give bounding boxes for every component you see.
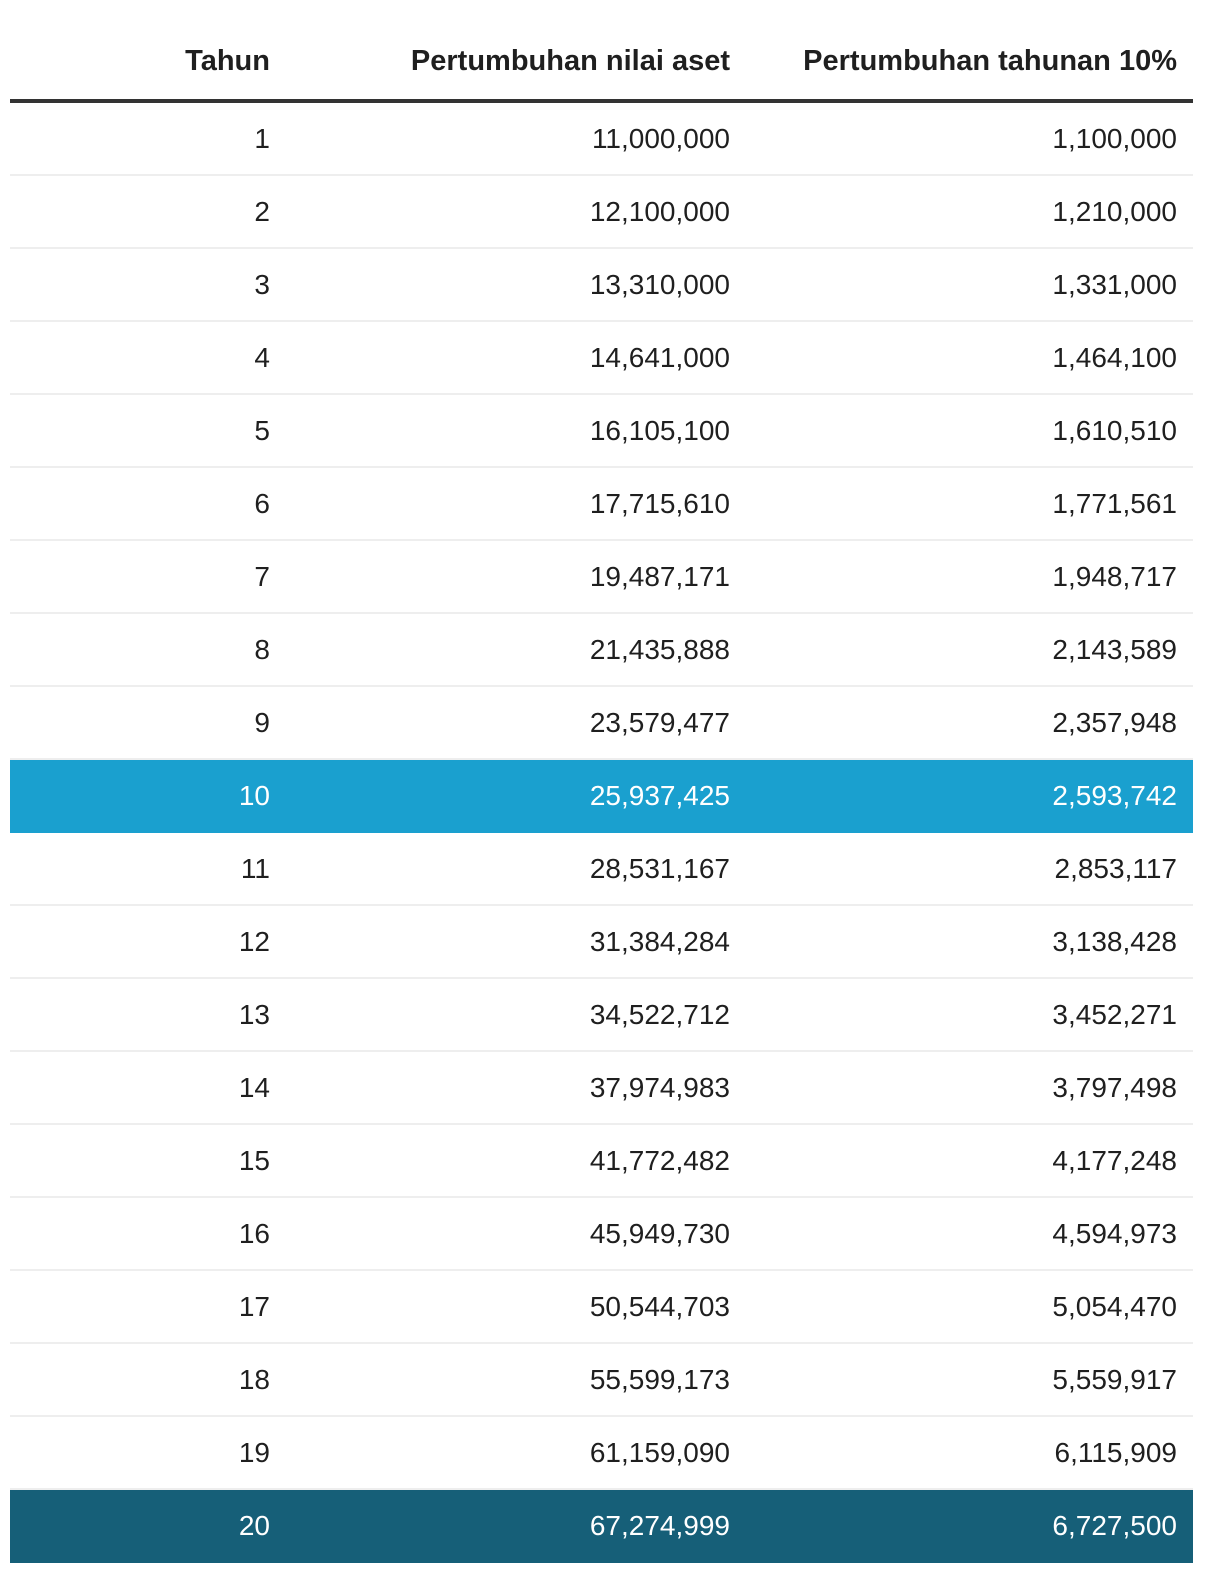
table-row bbox=[10, 905, 1193, 978]
cell-annual-growth: 2,853,117 bbox=[730, 832, 1193, 905]
cell-annual-growth: 1,100,000 bbox=[730, 101, 1193, 175]
cell-year: 1 bbox=[10, 101, 270, 175]
table-row bbox=[10, 759, 1193, 832]
growth-table bbox=[10, 24, 1193, 1563]
cell-annual-growth: 5,054,470 bbox=[730, 1270, 1193, 1343]
cell-annual-growth: 1,948,717 bbox=[730, 540, 1193, 613]
cell-asset-value: 19,487,171 bbox=[270, 540, 730, 613]
table-row bbox=[10, 1197, 1193, 1270]
cell-asset-value: 34,522,712 bbox=[270, 978, 730, 1051]
column-header-tahun: Tahun bbox=[10, 24, 270, 101]
cell-asset-value: 23,579,477 bbox=[270, 686, 730, 759]
table-row bbox=[10, 1489, 1193, 1562]
cell-asset-value: 13,310,000 bbox=[270, 248, 730, 321]
cell-year: 2 bbox=[10, 175, 270, 248]
table-row bbox=[10, 101, 1193, 175]
table-header bbox=[10, 24, 1193, 101]
cell-asset-value: 41,772,482 bbox=[270, 1124, 730, 1197]
table-row bbox=[10, 394, 1193, 467]
cell-year: 19 bbox=[10, 1416, 270, 1489]
column-header-annual-growth: Pertumbuhan tahunan 10% bbox=[730, 24, 1193, 101]
cell-year: 6 bbox=[10, 467, 270, 540]
cell-year: 4 bbox=[10, 321, 270, 394]
cell-asset-value: 50,544,703 bbox=[270, 1270, 730, 1343]
cell-annual-growth: 1,610,510 bbox=[730, 394, 1193, 467]
table-row bbox=[10, 175, 1193, 248]
cell-annual-growth: 5,559,917 bbox=[730, 1343, 1193, 1416]
cell-year: 13 bbox=[10, 978, 270, 1051]
table-row bbox=[10, 1051, 1193, 1124]
cell-annual-growth: 3,797,498 bbox=[730, 1051, 1193, 1124]
table-row bbox=[10, 978, 1193, 1051]
cell-year: 11 bbox=[10, 832, 270, 905]
cell-year: 14 bbox=[10, 1051, 270, 1124]
table-row bbox=[10, 686, 1193, 759]
table-row bbox=[10, 1124, 1193, 1197]
cell-asset-value: 28,531,167 bbox=[270, 832, 730, 905]
table-row bbox=[10, 540, 1193, 613]
cell-asset-value: 61,159,090 bbox=[270, 1416, 730, 1489]
cell-asset-value: 37,974,983 bbox=[270, 1051, 730, 1124]
cell-annual-growth: 1,331,000 bbox=[730, 248, 1193, 321]
table-row bbox=[10, 1270, 1193, 1343]
cell-asset-value: 12,100,000 bbox=[270, 175, 730, 248]
cell-asset-value: 55,599,173 bbox=[270, 1343, 730, 1416]
cell-annual-growth: 2,357,948 bbox=[730, 686, 1193, 759]
table-row bbox=[10, 248, 1193, 321]
cell-asset-value: 67,274,999 bbox=[270, 1489, 730, 1562]
cell-annual-growth: 6,727,500 bbox=[730, 1489, 1193, 1562]
cell-year: 5 bbox=[10, 394, 270, 467]
table-row bbox=[10, 1343, 1193, 1416]
cell-asset-value: 21,435,888 bbox=[270, 613, 730, 686]
cell-year: 12 bbox=[10, 905, 270, 978]
table-row bbox=[10, 1416, 1193, 1489]
cell-year: 7 bbox=[10, 540, 270, 613]
cell-year: 17 bbox=[10, 1270, 270, 1343]
table-row bbox=[10, 613, 1193, 686]
cell-annual-growth: 3,138,428 bbox=[730, 905, 1193, 978]
cell-annual-growth: 4,177,248 bbox=[730, 1124, 1193, 1197]
table-row bbox=[10, 832, 1193, 905]
cell-year: 15 bbox=[10, 1124, 270, 1197]
table-row bbox=[10, 321, 1193, 394]
cell-asset-value: 45,949,730 bbox=[270, 1197, 730, 1270]
cell-year: 18 bbox=[10, 1343, 270, 1416]
cell-annual-growth: 2,593,742 bbox=[730, 759, 1193, 832]
cell-asset-value: 17,715,610 bbox=[270, 467, 730, 540]
cell-annual-growth: 2,143,589 bbox=[730, 613, 1193, 686]
cell-year: 9 bbox=[10, 686, 270, 759]
cell-year: 8 bbox=[10, 613, 270, 686]
growth-table-container bbox=[10, 24, 1193, 1563]
cell-annual-growth: 1,771,561 bbox=[730, 467, 1193, 540]
table-body bbox=[10, 101, 1193, 1562]
cell-asset-value: 25,937,425 bbox=[270, 759, 730, 832]
cell-year: 10 bbox=[10, 759, 270, 832]
cell-asset-value: 11,000,000 bbox=[270, 101, 730, 175]
header-row bbox=[10, 24, 1193, 101]
cell-annual-growth: 3,452,271 bbox=[730, 978, 1193, 1051]
cell-asset-value: 31,384,284 bbox=[270, 905, 730, 978]
cell-annual-growth: 4,594,973 bbox=[730, 1197, 1193, 1270]
cell-asset-value: 14,641,000 bbox=[270, 321, 730, 394]
column-header-asset-growth: Pertumbuhan nilai aset bbox=[270, 24, 730, 101]
cell-year: 16 bbox=[10, 1197, 270, 1270]
cell-annual-growth: 1,464,100 bbox=[730, 321, 1193, 394]
cell-year: 20 bbox=[10, 1489, 270, 1562]
cell-year: 3 bbox=[10, 248, 270, 321]
table-row bbox=[10, 467, 1193, 540]
cell-annual-growth: 6,115,909 bbox=[730, 1416, 1193, 1489]
cell-asset-value: 16,105,100 bbox=[270, 394, 730, 467]
cell-annual-growth: 1,210,000 bbox=[730, 175, 1193, 248]
